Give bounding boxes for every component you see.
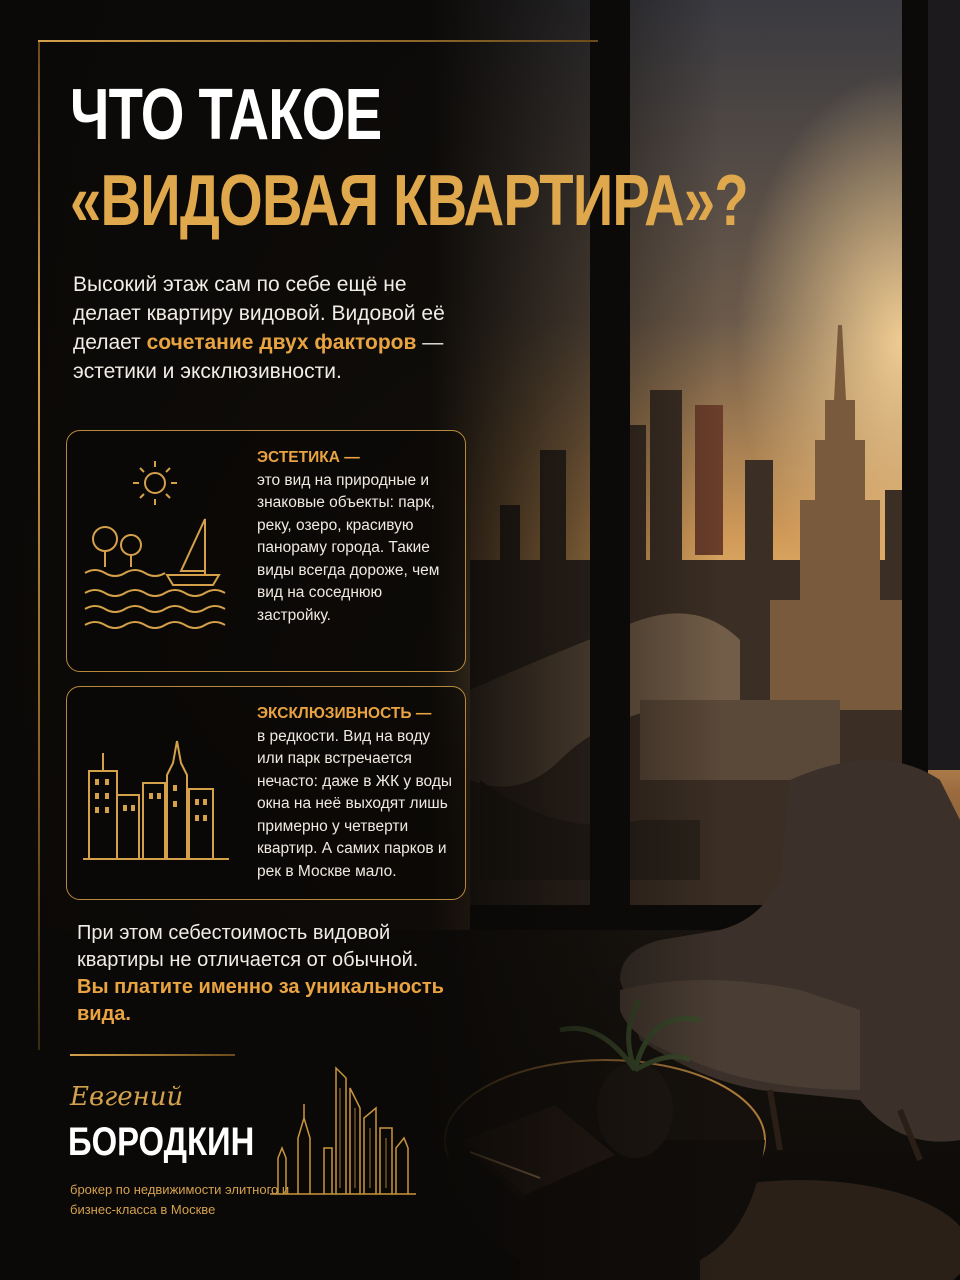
exclusivity-body: в редкости. Вид на воду или парк встречается нечасто: даже в ЖК у воды окна на неё выходят лишь примерно у четверти квартир. А самих парков и рек в Москве мало. — [257, 727, 452, 880]
brand-subtitle: брокер по недвижимости элитного и бизнес-класса в Москве — [70, 1182, 290, 1217]
decorative-divider — [70, 1054, 235, 1056]
page-title — [70, 72, 939, 244]
brand-first-name: Евгений — [70, 1082, 184, 1112]
moscow-skyline-logo-icon — [268, 1058, 418, 1198]
outro-paragraph — [77, 920, 477, 1028]
exclusivity-heading: ЭКСКЛЮЗИВНОСТЬ — — [257, 705, 432, 722]
aesthetics-body: это вид на природные и знаковые объекты: парк, реку, озеро, красивую панораму города. Такие виды всегда дороже, чем вид на соседнюю застройку. — [257, 471, 440, 624]
exclusivity-text — [257, 703, 457, 883]
intro-highlight: сочетание двух факторов — [146, 331, 417, 354]
decorative-top-line — [38, 40, 598, 42]
title-line-2: «ВИДОВАЯ КВАРТИРА»? — [70, 161, 748, 241]
nature-view-icon — [81, 457, 231, 647]
aesthetics-text — [257, 447, 457, 627]
intro-text: Высокий этаж сам по себе ещё не делает квартиру видовой. Видовой её делает — [73, 273, 445, 354]
intro-paragraph — [73, 270, 473, 386]
decorative-frame-line — [38, 40, 40, 1050]
outro-text: При этом себестоимость видовой квартиры не отличается от обычной. — [77, 922, 419, 971]
aesthetics-card — [66, 430, 466, 672]
outro-highlight: Вы платите именно за уникальность вида. — [77, 976, 444, 1025]
title-line-1: ЧТО ТАКОЕ — [70, 75, 382, 155]
city-skyline-icon — [81, 713, 231, 863]
aesthetics-heading: ЭСТЕТИКА — — [257, 449, 360, 466]
exclusivity-card — [66, 686, 466, 900]
intro-text-end: — эстетики и эксклюзивности. — [73, 331, 444, 383]
brand-last-name: БОРОДКИН — [68, 1120, 255, 1164]
